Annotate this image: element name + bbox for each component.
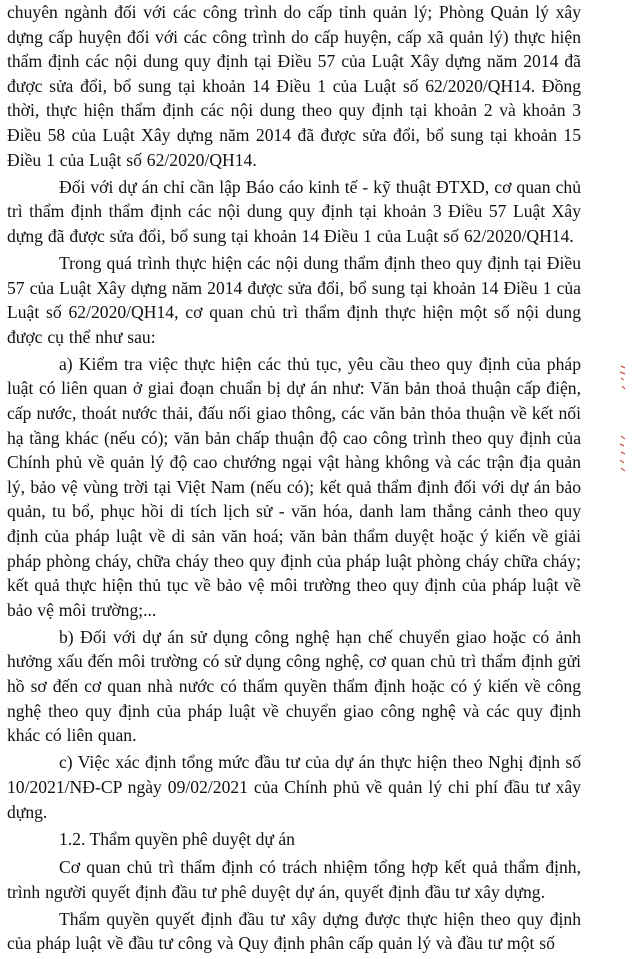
paragraph-item-c: c) Việc xác định tổng mức đầu tư của dự án thực hiện theo Nghị định số 10/2021/NĐ-CP ngày 09/02/2021 của Chính phủ về quản lý chi phí đầu tư xây dựng. bbox=[7, 752, 581, 822]
paragraph-continuation: chuyên ngành đối với các công trình do cấp tỉnh quản lý; Phòng Quản lý xây dựng cấp huyện đối với các công trình do cấp huyện, cấp xã quản lý) thực hiện thẩm định các nội dung quy định tại Điều 57 của Luật Xây dựng năm 2014 đã được sửa đổi, bổ sung tại khoản 14 Điều 1 của Luật số 62/2020/QH14. Đồng thời, thực hiện thẩm định các nội dung theo quy định tại khoản 2 và khoản 3 Điều 58 của Luật Xây dựng năm 2014 đã được sửa đổi, bổ sung tại khoản 15 Điều 1 của Luật số 62/2020/QH14. bbox=[7, 2, 581, 170]
paragraph-item-a: a) Kiểm tra việc thực hiện các thủ tục, yêu cầu theo quy định của pháp luật có liên quan ở giai đoạn chuẩn bị dự án như: Văn bản thoả thuận cấp điện, cấp nước, thoát nước thải, đấu nối giao thông, các văn bản thỏa thuận về kết nối hạ tầng khác (nếu có); văn bản chấp thuận độ cao công trình theo quy định của Chính phủ về quản lý độ cao chướng ngại vật hàng không và các trận địa quản lý, bảo vệ vùng trời tại Việt Nam (nếu có); kết quả thẩm định đối với dự án bảo quản, tu bổ, phục hồi di tích lịch sử - văn hóa, danh lam thắng cảnh theo quy định của pháp luật về di sản văn hoá; văn bản thẩm duyệt hoặc ý kiến về giải pháp phòng cháy, chữa cháy theo quy định của pháp luật phòng cháy chữa cháy; kết quả thực hiện thủ tục về bảo vệ môi trường theo quy định của pháp luật về bảo vệ môi trường;... bbox=[7, 353, 581, 620]
paragraph-investment-authority: Thẩm quyền quyết định đầu tư xây dựng được thực hiện theo quy định của pháp luật về đầu tư công và Quy định phân cấp quản lý và đầu tư một số bbox=[7, 908, 581, 954]
section-heading: 1.2. Thẩm quyền phê duyệt dự án bbox=[59, 828, 295, 849]
paragraph-item-b: b) Đối với dự án sử dụng công nghệ hạn chế chuyển giao hoặc có ảnh hưởng xấu đến môi trường có sử dụng công nghệ, cơ quan chủ trì thẩm định gửi hồ sơ đến cơ quan nhà nước có thẩm quyền thẩm định hoặc có ý kiến về công nghệ theo quy định của pháp luật về chuyển giao công nghệ và các quy định khác có liên quan. bbox=[7, 626, 581, 746]
margin-stamp-marks bbox=[618, 362, 628, 482]
paragraph-economic-technical-report: Đối với dự án chỉ cần lập Báo cáo kinh tế - kỹ thuật ĐTXD, cơ quan chủ trì thẩm định thẩm định các nội dung quy định tại khoản 3 Điều 57 Luật Xây dựng đã được sửa đổi, bổ sung tại khoản 14 Điều 1 của Luật số 62/2020/QH14. bbox=[7, 176, 581, 246]
paragraph-approval-responsibility: Cơ quan chủ trì thẩm định có trách nhiệm tổng hợp kết quả thẩm định, trình người quyết định đầu tư phê duyệt dự án, quyết định đầu tư xây dựng. bbox=[7, 857, 581, 902]
paragraph-appraisal-process: Trong quá trình thực hiện các nội dung thẩm định theo quy định tại Điều 57 của Luật Xây dựng năm 2014 được sửa đổi, bổ sung tại khoản 14 Điều 1 của Luật số 62/2020/QH14, cơ quan chủ trì thẩm định thực hiện một số nội dung được cụ thể như sau: bbox=[7, 252, 581, 347]
document-body bbox=[7, 0, 581, 959]
